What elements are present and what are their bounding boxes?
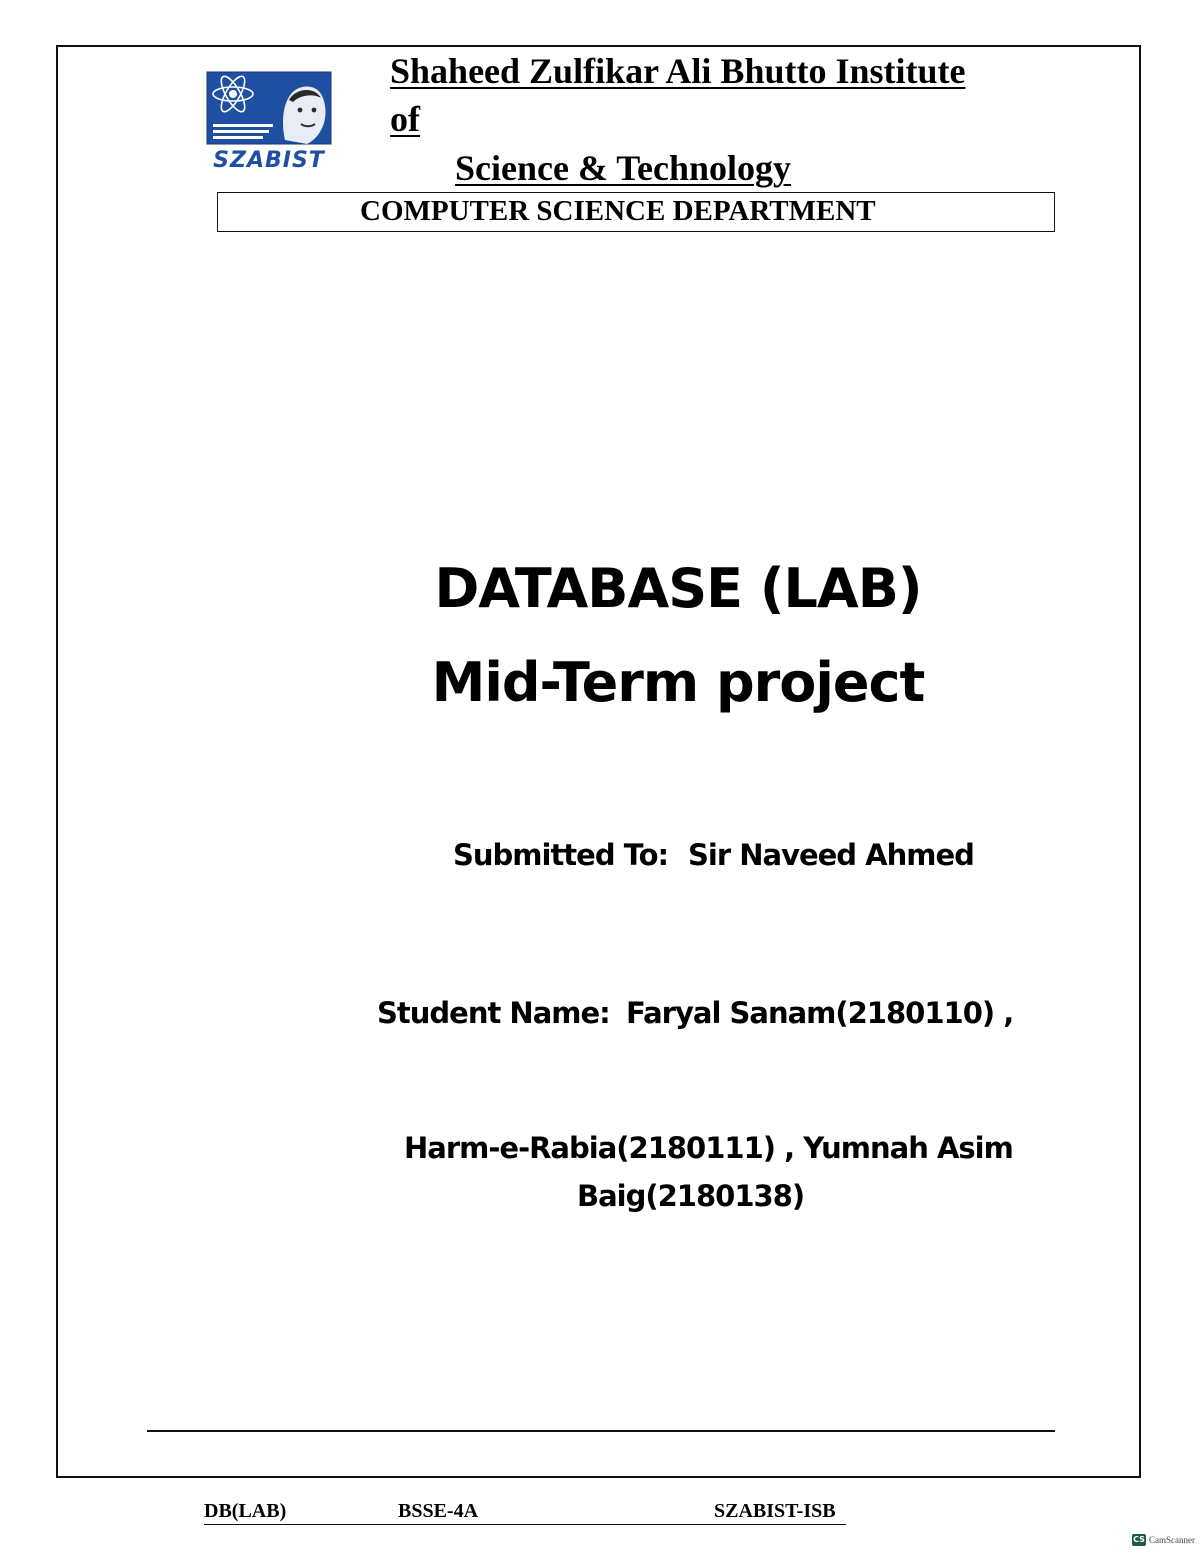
camscanner-icon: CS xyxy=(1133,1535,1145,1544)
footer-divider xyxy=(147,1430,1055,1432)
page-border xyxy=(56,45,1141,1478)
submitted-to-label: Submitted To: xyxy=(453,838,669,872)
footer-campus: SZABIST-ISB xyxy=(714,1500,836,1522)
camscanner-label: CamScanner xyxy=(1149,1535,1195,1545)
student-names-line-3: Baig(2180138) xyxy=(577,1179,805,1213)
department-banner: COMPUTER SCIENCE DEPARTMENT xyxy=(217,192,1055,232)
document-title: DATABASE (LAB) xyxy=(434,557,922,620)
logo-wordmark: SZABIST xyxy=(213,148,325,173)
student-name-label: Student Name: xyxy=(377,996,610,1030)
footer-course: DB(LAB) xyxy=(204,1500,287,1522)
page-footer xyxy=(204,1500,846,1525)
document-subtitle: Mid-Term project xyxy=(431,651,925,714)
student-names-line-2: Harm-e-Rabia(2180111) , Yumnah Asim xyxy=(404,1131,1013,1165)
submitted-to-value: Sir Naveed Ahmed xyxy=(688,838,974,872)
camscanner-watermark xyxy=(1132,1533,1195,1547)
szabist-logo xyxy=(203,70,335,182)
institute-name-line-1: Shaheed Zulfikar Ali Bhutto Institute xyxy=(390,51,966,91)
institute-name-line-3: Science & Technology xyxy=(455,148,792,188)
footer-class: BSSE-4A xyxy=(398,1500,479,1522)
student-names-line-1: Faryal Sanam(2180110) , xyxy=(626,996,1014,1030)
institute-name-line-2: of xyxy=(390,99,420,139)
